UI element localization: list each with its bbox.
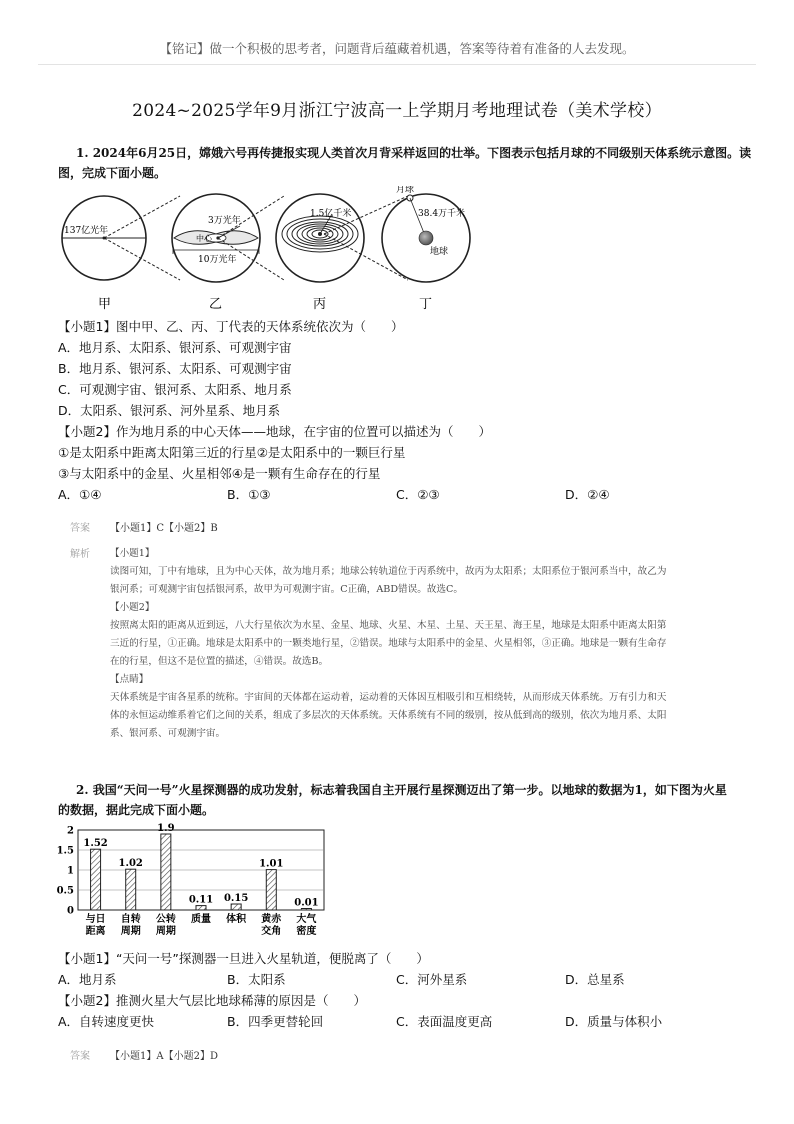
x-tick-label: 周期 [120, 926, 141, 937]
q1-analysis-line: 按照离太阳的距离从近到远，八大行星依次为水星、金星、地球、火星、木星、土星、天王星、海王星，地球是太阳系中距离太阳第 [110, 620, 667, 631]
q1-sub1-option-c: C．可观测宇宙、银河系、太阳系、地月系 [58, 382, 292, 397]
y-tick-label: 1 [67, 865, 74, 877]
label-c-dist: 1.5亿千米 [310, 209, 352, 219]
q1-analysis-line: 【小题1】 [110, 548, 155, 559]
label-d-moon: 月球 [396, 186, 415, 195]
q1-answer: 【小题1】C【小题2】B [110, 523, 218, 534]
x-tick-label: 周期 [155, 926, 176, 937]
q1-analysis-line: 天体系统是宇宙各星系的统称。宇宙间的天体都在运动着，运动着的天体因互相吸引和互相绕转，从而形成天体系统。万有引力和天 [110, 692, 667, 703]
celestial-systems-diagram [52, 186, 472, 314]
q1-sub1-stem: 【小题1】图中甲、乙、丙、丁代表的天体系统依次为（ ） [58, 319, 404, 334]
q2-intro-line2: 的数据，据此完成下面小题。 [58, 803, 215, 817]
q1-sub1-option-d: D．太阳系、银河系、河外星系、地月系 [58, 403, 281, 418]
mars-data-bar-chart [54, 816, 344, 944]
x-tick-label: 质量 [191, 914, 211, 925]
x-tick-label: 自转 [120, 914, 141, 925]
q2-sub2-option-d: D．质量与体积小 [565, 1014, 663, 1029]
caption-jia: 甲 [98, 297, 112, 312]
motto-banner: 【铭记】做一个积极的思考者，问题背后蕴藏着机遇，答案等待着有准备的人去发现。 [159, 41, 635, 56]
bar [126, 869, 136, 910]
label-b-dist2: 10万光年 [198, 255, 237, 265]
q1-analysis-line: 银河系；可观测宇宙包括银河系，故甲为可观测宇宙。C正确，ABD错误。故选C。 [110, 584, 463, 595]
q2-answer-label: 答案 [70, 1051, 90, 1062]
q2-sub2-option-a: A．自转速度更快 [58, 1014, 155, 1029]
x-tick-label: 距离 [85, 926, 106, 937]
bar-value-label: 0.01 [294, 897, 319, 909]
bar [301, 909, 311, 911]
q1-analysis-label: 解析 [70, 549, 90, 560]
q1-analysis-line: 【点睛】 [110, 674, 149, 685]
label-b-dist1: 3万光年 [208, 216, 241, 226]
q2-intro-line1: 2. 我国“天问一号”火星探测器的成功发射，标志着我国自主开展行星探测迈出了第一步。以地球的数据为1，如下图为火星 [76, 783, 727, 797]
x-tick-label: 大气 [296, 914, 317, 925]
x-tick-label: 黄赤 [261, 914, 282, 925]
bar-value-label: 1.52 [83, 838, 108, 850]
bar-value-label: 1.01 [259, 858, 284, 870]
x-tick-label: 体积 [226, 914, 247, 925]
q2-sub1-option-b: B．太阳系 [227, 972, 286, 987]
q1-intro-line2: 图，完成下面小题。 [58, 166, 167, 180]
q1-analysis-line: 读图可知，丁中有地球，且为中心天体，故为地月系；地球公转轨道位于丙系统中，故丙为太阳系；太阳系位于银河系当中，故乙为 [110, 566, 667, 577]
q2-sub1-option-a: A．地月系 [58, 972, 117, 987]
q1-analysis-line: 在的行星，但这不是位置的描述，④错误。故选B。 [110, 656, 329, 667]
q1-sub2-line2: ③与太阳系中的金星、火星相邻④是一颗有生命存在的行星 [58, 466, 381, 481]
bar [196, 906, 206, 910]
q1-sub2-line1: ①是太阳系中距离太阳第三近的行星②是太阳系中的一颗巨行星 [58, 445, 406, 460]
y-tick-label: 2 [67, 825, 74, 837]
q1-sub2-option-c: C．②③ [396, 487, 440, 502]
y-tick-label: 0.5 [56, 885, 74, 897]
bar [266, 870, 276, 910]
page-title: 2024~2025学年9月浙江宁波高一上学期月考地理试卷（美术学校） [132, 101, 662, 121]
q2-sub2-stem: 【小题2】推测火星大气层比地球稀薄的原因是（ ） [58, 993, 366, 1008]
q2-sub1-stem: 【小题1】“天问一号”探测器一旦进入火星轨道，便脱离了（ ） [58, 951, 429, 966]
bar-value-label: 1.9 [157, 823, 175, 834]
q1-sub1-option-a: A．地月系、太阳系、银河系、可观测宇宙 [58, 340, 292, 355]
q2-answer: 【小题1】A【小题2】D [110, 1051, 218, 1062]
q2-sub2-option-b: B．四季更替轮回 [227, 1014, 324, 1029]
bar-value-label: 0.11 [188, 894, 214, 906]
bar [231, 904, 241, 910]
q1-analysis-line: 系、银河系、可观测宇宙。 [110, 728, 226, 739]
q1-intro-line1: 1. 2024年6月25日，嫦娥六号再传捷报实现人类首次月背采样返回的壮举。下图表示包括月球的不同级别天体系统示意图。读 [76, 146, 752, 160]
label-b-center: 中心 [196, 234, 212, 243]
bar [161, 834, 171, 910]
x-tick-label: 与日 [85, 914, 106, 925]
q1-sub2-option-d: D．②④ [565, 487, 610, 502]
y-tick-label: 0 [67, 905, 74, 917]
q1-sub2-stem: 【小题2】作为地月系的中心天体——地球，在宇宙的位置可以描述为（ ） [58, 424, 491, 439]
x-tick-label: 密度 [296, 926, 317, 937]
q1-analysis-line: 三近的行星，①正确。地球是太阳系中的一颗类地行星，②错误。地球与太阳系中的金星、火星相邻，③正确。地球是一颗有生命存 [110, 638, 667, 649]
q1-sub2-option-b: B．①③ [227, 487, 271, 502]
label-d-earth: 地球 [430, 247, 449, 257]
q2-sub2-option-c: C．表面温度更高 [396, 1014, 493, 1029]
caption-bing: 丙 [313, 297, 327, 312]
x-tick-label: 公转 [155, 914, 176, 925]
label-a-dist: 137亿光年 [64, 226, 109, 236]
bar [91, 849, 101, 910]
bar-value-label: 1.02 [118, 858, 143, 870]
q1-sub2-option-a: A．①④ [58, 487, 102, 502]
q1-analysis-line: 【小题2】 [110, 602, 155, 613]
label-d-dist: 38.4万千米 [418, 209, 466, 219]
q1-answer-label: 答案 [70, 523, 90, 534]
q2-sub1-option-d: D．总星系 [565, 972, 625, 987]
bar-value-label: 0.15 [223, 893, 249, 904]
y-tick-label: 1.5 [56, 845, 74, 857]
caption-yi: 乙 [209, 297, 223, 312]
caption-ding: 丁 [419, 297, 433, 312]
x-tick-label: 交角 [261, 926, 282, 937]
q1-sub1-option-b: B．地月系、银河系、太阳系、可观测宇宙 [58, 361, 292, 376]
header-divider [38, 64, 756, 65]
q2-sub1-option-c: C．河外星系 [396, 972, 468, 987]
q1-analysis-line: 体的永恒运动维系着它们之间的关系，组成了多层次的天体系统。天体系统有不同的级别，按从低到高的级别，依次为地月系、太阳 [110, 710, 667, 721]
